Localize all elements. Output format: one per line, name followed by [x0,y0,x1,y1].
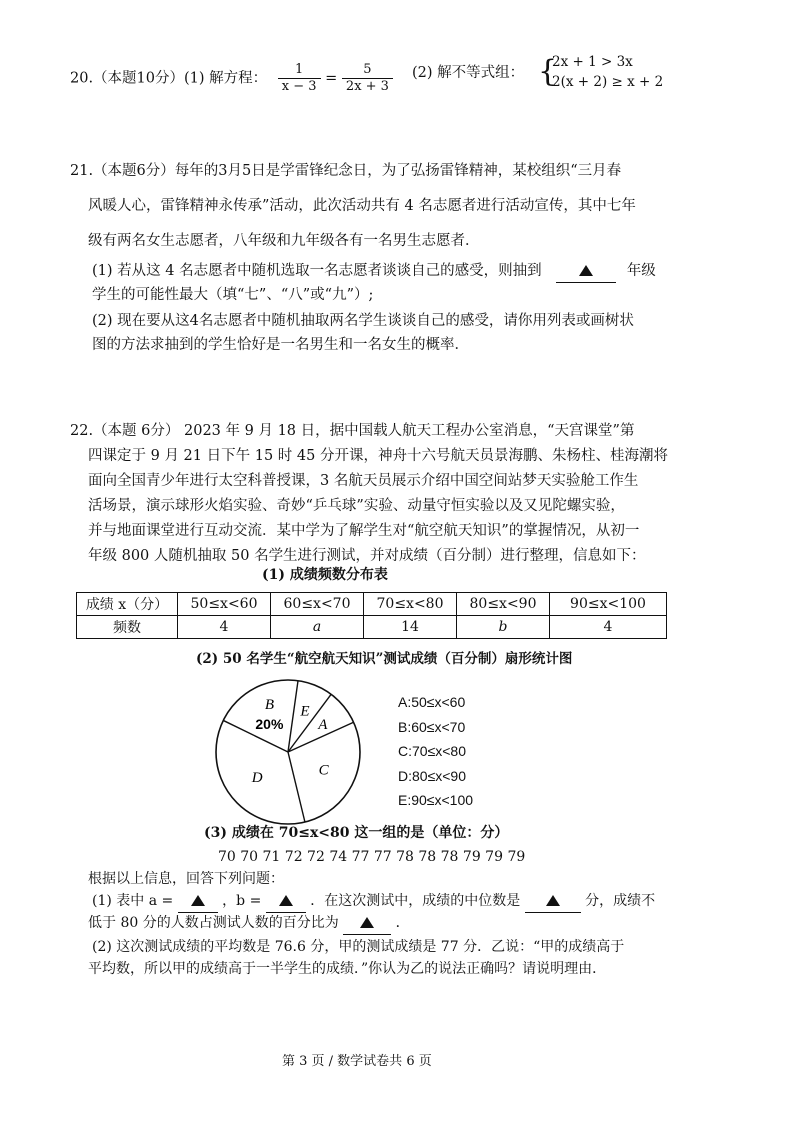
pie-slice-label-a: A [318,717,328,734]
legend-item: C:70≤x<80 [398,743,467,759]
table-cell: 成绩 x（分） [77,593,178,616]
q22-line1: 22.（本题 6分） 2023 年 9 月 18 日，据中国载人航天工程办公室消息，“天宫课堂”第 [70,423,635,439]
q21-line1: 21.（本题6分）每年的3月5日是学雷锋纪念日，为了弘扬雷锋精神，某校组织“三月春 [70,163,622,179]
q20-part2: (2) 解不等式组： [412,65,525,81]
table-cell: 频数 [77,616,178,639]
fraction-2: $\frac{5}{2x + 3}$ [342,62,393,95]
q22-line6: 年级 800 人随机抽取 50 名学生进行测试，并对成绩（百分制）进行整理，信息如下： [88,548,646,564]
table-cell: 90≤x<100 [550,593,667,616]
pie-title: (2) 50 名学生“航空航天知识”测试成绩（百分制）扇形统计图 [196,651,573,667]
pie-slice-label-e: E [300,703,310,720]
q21-line2: 风暖人心，雷锋精神永传承”活动，此次活动共有 4 名志愿者进行活动宣传，其中七年 [88,198,636,214]
answer-blank-percent[interactable] [343,912,391,935]
q22-line3: 面向全国青少年进行太空科普授课，3 名航天员展示介绍中国空间站梦天实验舱工作生 [88,473,639,489]
q21-part1-hint: 学生的可能性最大（填“七”、“八”或“九”）; [92,287,374,303]
table-cell: 4 [178,616,271,639]
frequency-table [76,592,667,639]
q22-sub1-line2: 低于 80 分的人数占测试人数的百分比为 ． [88,912,410,935]
triangle-icon [546,895,560,906]
table-cell: 4 [550,616,667,639]
scores-list: 70 70 71 72 72 74 77 77 78 78 78 79 79 79 [218,849,526,865]
pie-slice-label-b: B [264,697,274,714]
pie-chart [200,668,390,838]
triangle-icon [279,895,293,906]
pie-slice-percent-b: 20% [255,716,284,733]
q21-part2-line2: 图的方法求抽到的学生恰好是一名男生和一名女生的概率． [92,337,469,353]
q22-sub2-line2: 平均数，所以甲的成绩高于一半学生的成绩．”你认为乙的说法正确吗？请说明理由． [88,961,607,977]
legend-item: D:80≤x<90 [398,767,467,784]
table-cell: a [271,616,364,639]
q22-line2: 四课定于 9 月 21 日下午 15 时 45 分开课，神舟十六号航天员景海鹏、朱杨柱、桂海潮将 [88,448,668,464]
q20-header: 20.（本题10分）(1) 解方程： $\frac{1}{x - 3}$ = $\frac{5}{2x + 3}$ [70,62,393,95]
table-cell: 14 [364,616,457,639]
fraction-1: $\frac{1}{x - 3}$ [278,62,321,95]
q22-sub1-line1: (1) 表中 a = ，b = ．在这次测试中，成绩的中位数是 分，成绩不 [92,890,655,913]
legend-item: A:50≤x<60 [398,694,466,710]
scores-title: (3) 成绩在 70≤x<80 这一组的是（单位：分） [204,825,509,841]
inequality-system: 2x + 1 > 3x 2(x + 2) ≥ x + 2 [552,54,664,90]
table-title: (1) 成绩频数分布表 [262,567,388,583]
pie-slice-label-d: D [251,769,263,786]
q22-line5: 并与地面课堂进行互动交流．某中学为了解学生对“航空航天知识”的掌握情况，从初一 [88,523,640,539]
answer-blank-a[interactable] [178,890,218,913]
table-row-header [77,593,667,616]
pie-slice-boundary [288,752,305,822]
pie-slice-label-c: C [318,762,329,779]
table-row-frequency [77,616,667,639]
pie-legend [398,690,473,813]
table-cell: 60≤x<70 [271,593,364,616]
answer-blank[interactable] [556,260,616,283]
brace-icon: { [538,54,558,89]
answer-blank-median[interactable] [525,890,581,913]
q21-part1: (1) 若从这 4 名志愿者中随机选取一名志愿者谈谈自己的感受，则抽到 年级 [92,260,656,283]
table-cell: 70≤x<80 [364,593,457,616]
table-cell: 80≤x<90 [457,593,550,616]
table-cell: b [457,616,550,639]
answer-intro: 根据以上信息，回答下列问题： [88,871,284,887]
legend-item: E:90≤x<100 [398,792,474,808]
page-footer: 第 3 页 / 数学试卷共 6 页 [282,1054,432,1069]
q22-line4: 活场景，演示球形火焰实验、奇妙“乒乓球”实验、动量守恒实验以及又见陀螺实验， [88,498,625,514]
legend-item: B:60≤x<70 [398,718,466,735]
triangle-icon [579,265,593,276]
q22-sub2-line1: (2) 这次测试成绩的平均数是 76.6 分，甲的测试成绩是 77 分．乙说：“甲的成绩高于 [92,939,625,955]
triangle-icon [360,917,374,928]
q21-part2-line1: (2) 现在要从这4名志愿者中随机抽取两名学生谈谈自己的感受，请你用列表或画树状 [92,313,634,329]
q21-line3: 级有两名女生志愿者，八年级和九年级各有一名男生志愿者． [88,233,480,249]
table-cell: 50≤x<60 [178,593,271,616]
triangle-icon [191,895,205,906]
answer-blank-b[interactable] [266,890,306,913]
